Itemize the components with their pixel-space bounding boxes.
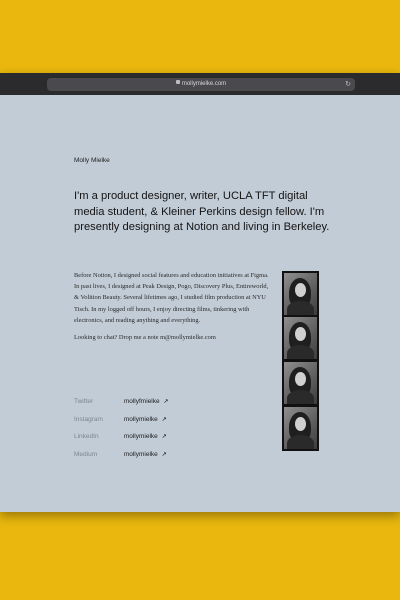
link-handle[interactable]: mollymielke	[123, 433, 158, 440]
portrait-photo	[284, 317, 317, 359]
lock-icon	[176, 80, 180, 84]
link-label: Twitter	[74, 398, 94, 405]
reload-icon[interactable]: ↻	[345, 81, 351, 88]
portrait-photo	[284, 407, 317, 449]
external-link-icon: ↗	[161, 434, 167, 440]
social-links	[74, 393, 194, 463]
link-handle[interactable]: mollymielke	[123, 450, 158, 458]
link-twitter[interactable]	[74, 393, 194, 411]
contact-line[interactable]: Looking to chat? Drop me a note m@mollymielke.com	[74, 334, 216, 342]
link-handle[interactable]: mollyfmielke	[123, 398, 160, 405]
portrait-photo	[284, 273, 317, 315]
link-label: LinkedIn	[74, 433, 99, 440]
address-bar[interactable]	[47, 78, 355, 91]
link-instagram[interactable]	[74, 411, 194, 429]
photo-strip	[282, 271, 319, 451]
external-link-icon: ↗	[161, 451, 167, 458]
browser-toolbar	[0, 73, 400, 95]
external-link-icon: ↗	[163, 399, 169, 405]
bio	[74, 270, 269, 349]
link-linkedin[interactable]	[74, 428, 194, 446]
link-medium[interactable]	[74, 446, 194, 464]
headline: I'm a product designer, writer, UCLA TFT digital media student, & Kleiner Perkins design fellow. I'm presently designing at Notion and living in Berkeley.	[74, 190, 330, 233]
external-link-icon: ↗	[161, 416, 167, 423]
browser-window	[0, 73, 400, 512]
bio-paragraph: Before Notion, I designed social features and education initiatives at Figma. In past lives, I designed at Peak Design, Pogo, Discovery Plus, Entireworld, & Volition Beauty. Several lifetimes ago, I studied film production at NYU Tisch. In my logged off hours, I enjoy directing films, tinkering with electronics, and reading anything and everything.	[74, 272, 269, 324]
portrait-photo	[284, 362, 317, 404]
site-name: Molly Mielke	[74, 157, 110, 164]
link-label: Instagram	[74, 415, 103, 423]
url-text: mollymielke.com	[181, 81, 227, 87]
link-label: Medium	[74, 450, 98, 458]
link-handle[interactable]: mollymielke	[123, 415, 158, 423]
